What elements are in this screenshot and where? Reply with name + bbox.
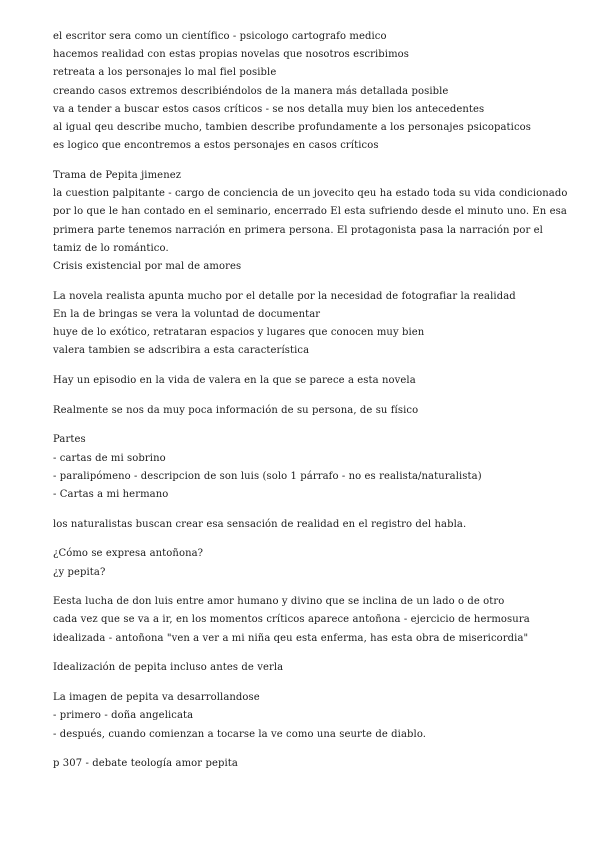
paragraph — [53, 167, 583, 276]
text-line: por lo que le han contado en el seminario, encerrado El esta sufriendo desde el minuto uno. En esa — [53, 206, 567, 218]
text-line: - paralipómeno - descripcion de son luis (solo 1 párrafo - no es realista/naturalista) — [53, 470, 482, 482]
text-line: creando casos extremos describiéndolos de la manera más detallada posible — [53, 85, 449, 97]
paragraph — [53, 28, 583, 155]
text-line: Idealización de pepita incluso antes de verla — [53, 662, 284, 674]
paragraph — [53, 689, 583, 744]
text-line: Partes — [53, 434, 86, 446]
text-line: En la de bringas se vera la voluntad de documentar — [53, 308, 321, 320]
text-line: Eesta lucha de don luis entre amor humano y divino que se inclina de un lado o de otro — [53, 596, 505, 608]
text-line: hacemos realidad con estas propias novelas que nosotros escribimos — [53, 49, 410, 61]
paragraph — [53, 431, 583, 504]
paragraph — [53, 288, 583, 361]
text-line: cada vez que se va a ir, en los momentos críticos aparece antoñona - ejercicio de hermosura — [53, 614, 530, 626]
text-line: al igual qeu describe mucho, tambien describe profundamente a los personajes psicopaticos — [53, 122, 531, 134]
text-line: retreata a los personajes lo mal fiel posible — [53, 67, 277, 79]
text-line: La novela realista apunta mucho por el detalle por la necesidad de fotografiar la realidad — [53, 290, 516, 302]
text-line: ¿y pepita? — [53, 566, 106, 578]
paragraph — [53, 593, 583, 648]
text-line: va a tender a buscar estos casos críticos - se nos detalla muy bien los antecedentes — [53, 103, 485, 115]
text-line: Trama de Pepita jimenez — [53, 169, 182, 181]
text-line: huye de lo exótico, retrataran espacios y lugares que conocen muy bien — [53, 327, 425, 339]
paragraph — [53, 545, 583, 581]
text-line: los naturalistas buscan crear esa sensación de realidad en el registro del habla. — [53, 518, 467, 530]
paragraph — [53, 402, 583, 420]
text-line: idealizada - antoñona "ven a ver a mi niña qeu esta enferma, has esta obra de misericordia" — [53, 632, 529, 644]
paragraph — [53, 516, 583, 534]
paragraph — [53, 659, 583, 677]
text-line: el escritor sera como un científico - psicologo cartografo medico — [53, 31, 387, 42]
text-line: La imagen de pepita va desarrollandose — [53, 692, 260, 704]
text-line: primera parte tenemos narración en primera persona. El protagonista pasa la narración por el — [53, 224, 543, 236]
paragraph — [53, 755, 583, 773]
text-line: - después, cuando comienzan a tocarse la ve como una seurte de diablo. — [53, 728, 427, 740]
text-line: - cartas de mi sobrino — [53, 452, 166, 464]
text-line: p 307 - debate teología amor pepita — [53, 758, 238, 770]
text-line: tamiz de lo romántico. — [53, 242, 169, 254]
text-line: ¿Cómo se expresa antoñona? — [53, 548, 204, 560]
document-page — [53, 28, 583, 785]
text-line: - Cartas a mi hermano — [53, 488, 169, 500]
text-line: Realmente se nos da muy poca información de su persona, de su físico — [53, 404, 419, 416]
text-line: Crisis existencial por mal de amores — [53, 260, 242, 272]
text-line: valera tambien se adscribira a esta característica — [53, 345, 310, 357]
text-line: - primero - doña angelicata — [53, 710, 194, 722]
text-line: Hay un episodio en la vida de valera en la que se parece a esta novela — [53, 374, 416, 386]
text-line: es logico que encontremos a estos personajes en casos críticos — [53, 140, 379, 152]
paragraph — [53, 372, 583, 390]
text-line: la cuestion palpitante - cargo de conciencia de un jovecito qeu ha estado toda su vida condicionado — [53, 188, 568, 200]
